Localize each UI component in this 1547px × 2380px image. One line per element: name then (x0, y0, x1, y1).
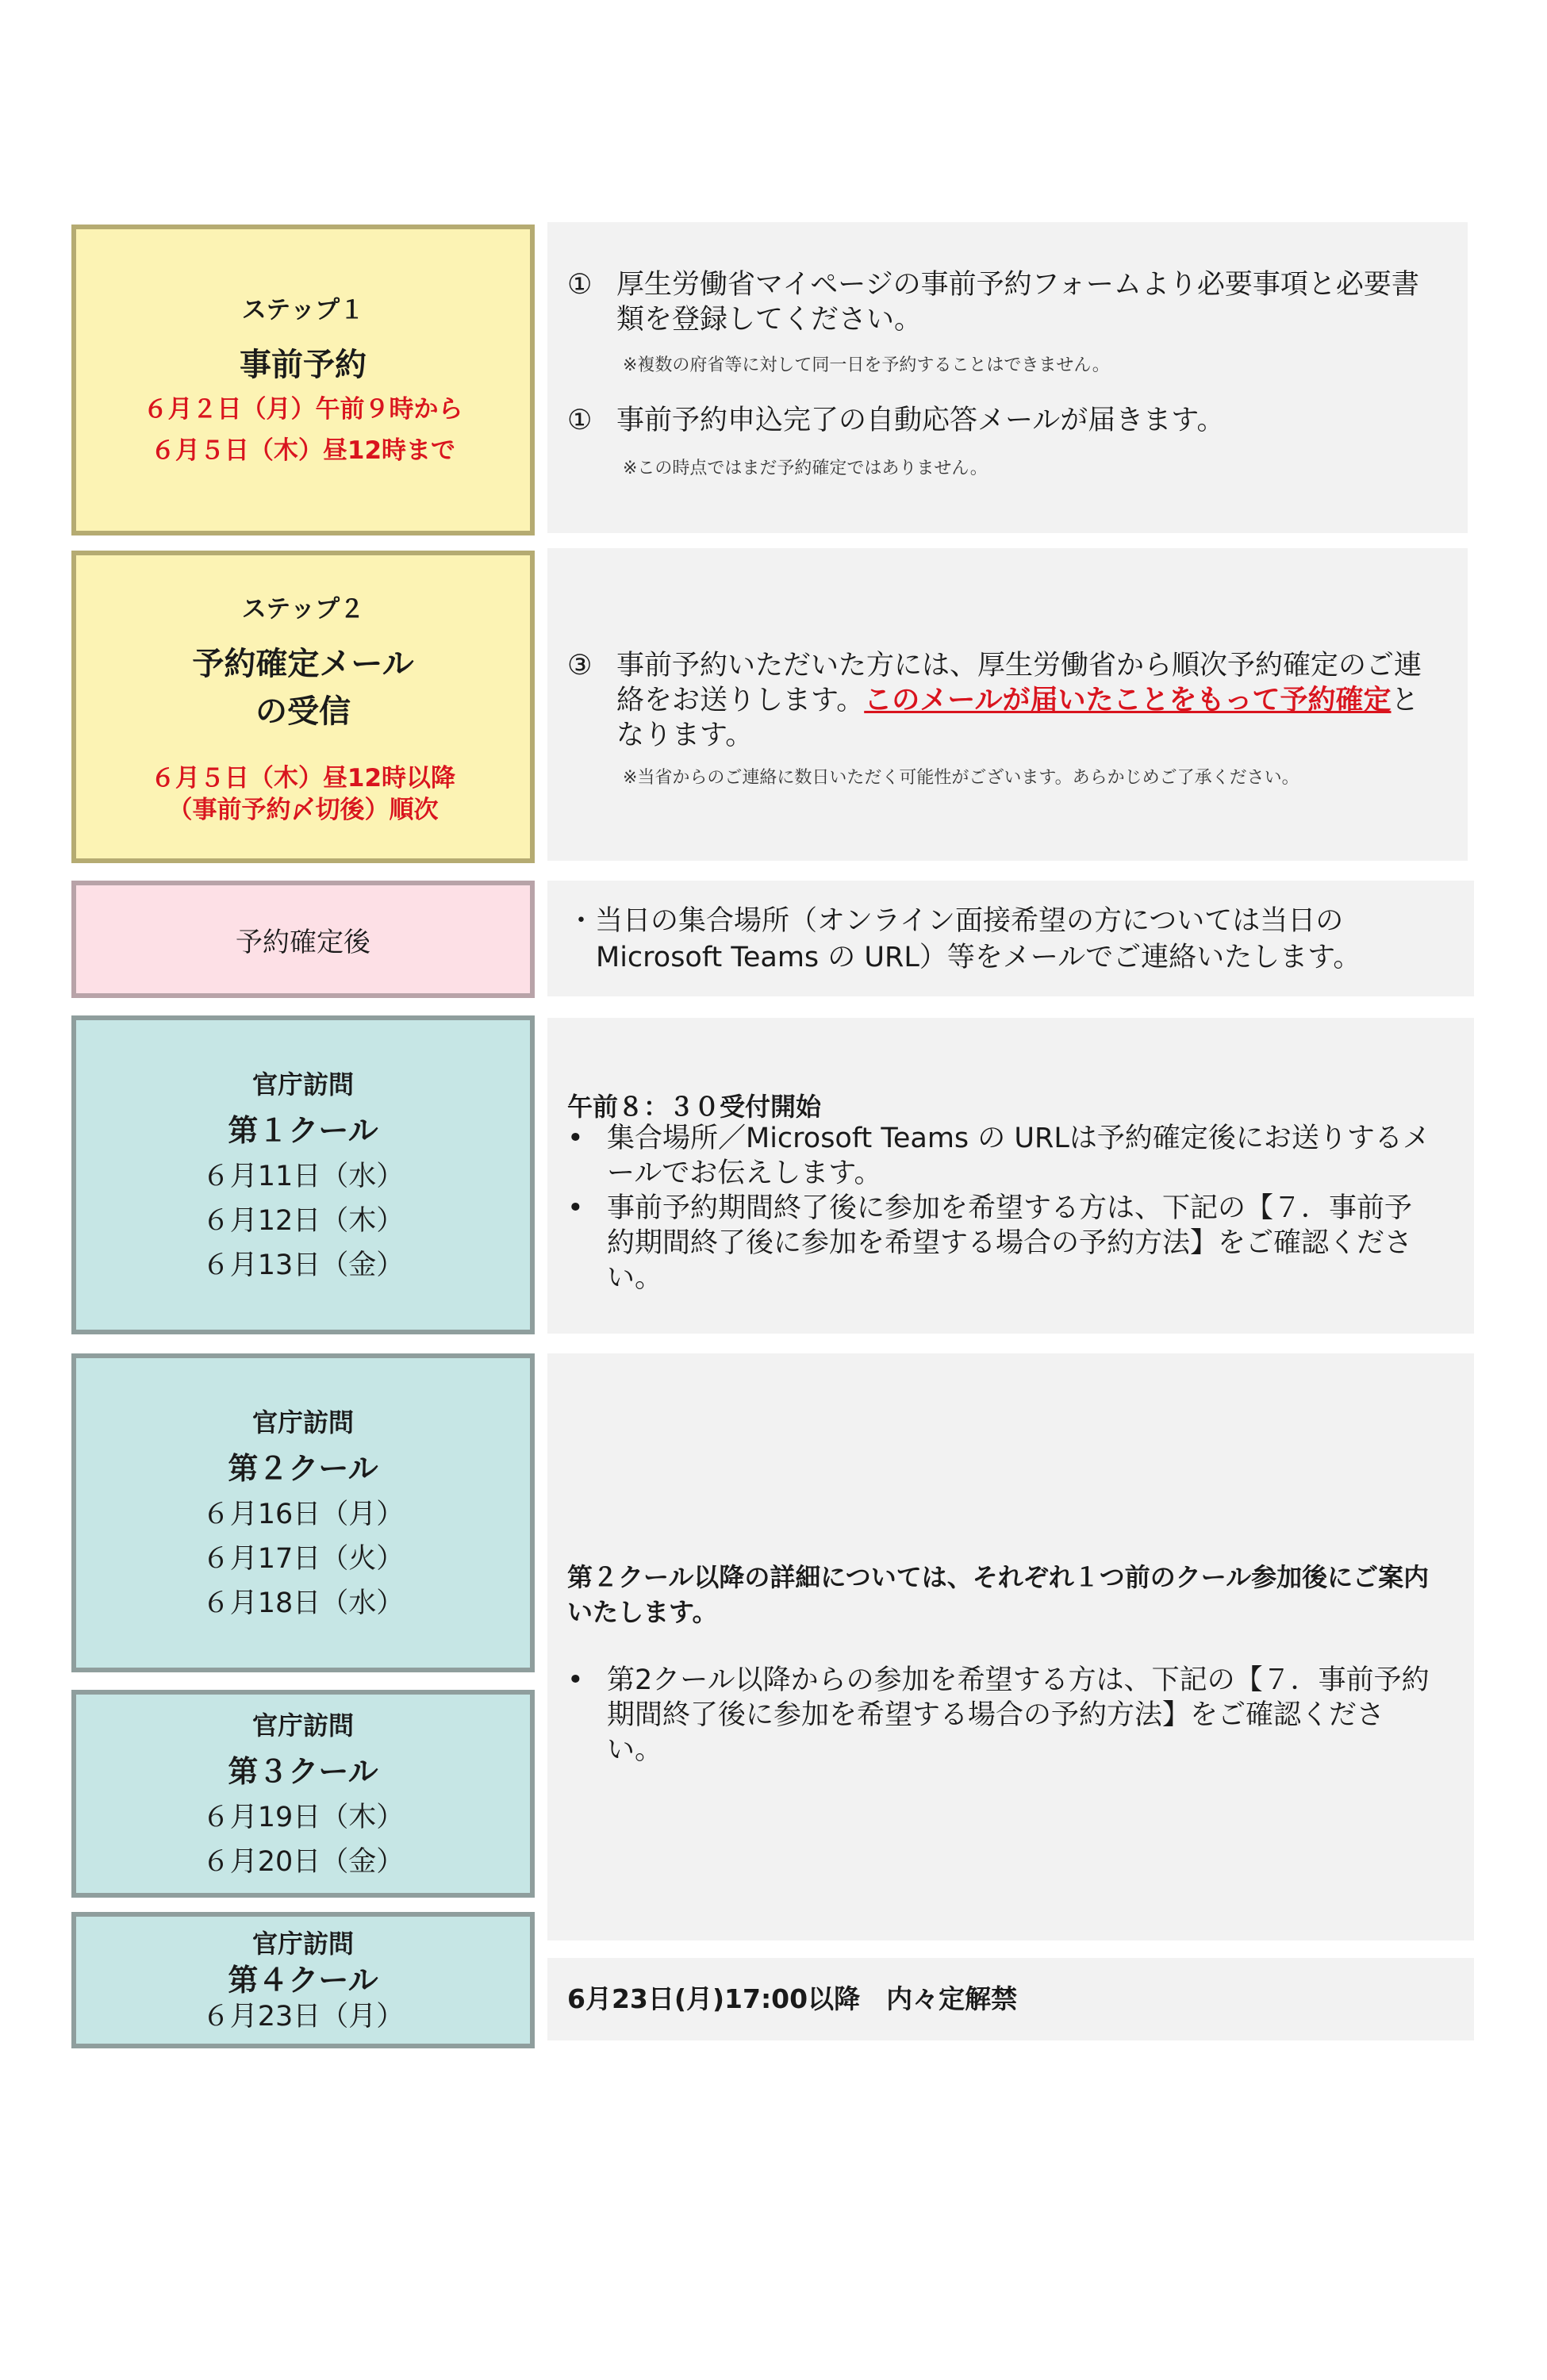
step1-item-1-text: 厚生労働省マイページの事前予約フォームより必要事項と必要書類を登録してください。 (616, 269, 1419, 336)
step2-item-text-before: 事前予約いただいた方には、厚生労働省から順次予約確定のご連絡をお送りします。 (616, 650, 1422, 716)
step2-detail (547, 548, 1468, 861)
step2-panel (71, 551, 535, 863)
step2-label: ステップ２ (241, 594, 365, 624)
cool3-title: 第３クール (228, 1754, 378, 1789)
step2-period-note: （事前予約〆切後）順次 (167, 795, 439, 824)
step2-title-line1: 予約確定メール (192, 645, 414, 682)
cool1-bullet-2 (567, 1191, 1432, 1296)
cool-after-detail (547, 1353, 1474, 1940)
step1-panel (71, 225, 535, 536)
circled-number-icon: ① (567, 405, 593, 436)
cool-after-heading: 第２クール以降の詳細については、それぞれ１つ前のクール参加後にご案内いたします。 (567, 1562, 1430, 1627)
step2-period-start: ６月５日（木）昼12時以降 (150, 763, 456, 793)
step1-detail (547, 222, 1468, 533)
cool1-bullet-1 (567, 1121, 1432, 1191)
step1-item-1 (567, 267, 1432, 337)
cool3-date-2: ６月20日（金） (202, 1846, 405, 1878)
cool1-panel (71, 1015, 535, 1334)
after-confirm-label: 予約確定後 (236, 926, 370, 958)
bullet-icon: • (567, 1123, 584, 1154)
cool2-title: 第２クール (228, 1451, 378, 1486)
cool1-date-1: ６月11日（水） (202, 1161, 405, 1192)
step1-item-2 (567, 403, 1432, 438)
step2-item (567, 648, 1432, 753)
step1-label: ステップ１ (241, 295, 365, 324)
cool3-date-1: ６月19日（木） (202, 1802, 405, 1833)
after-confirm-panel (71, 881, 535, 998)
step2-item-text (616, 648, 1432, 753)
cool4-label: 官庁訪問 (251, 1929, 354, 1959)
cool1-bullet-1-text: 集合場所／Microsoft Teams の URLは予約確定後にお送りするメールでお伝えします。 (607, 1123, 1430, 1189)
cool1-detail (547, 1018, 1474, 1334)
bullet-icon: • (567, 1192, 584, 1224)
cool-after-bullet (567, 1663, 1432, 1768)
cool2-panel (71, 1353, 535, 1672)
step2-title-line2: の受信 (255, 693, 351, 730)
cool4-panel (71, 1912, 535, 2048)
step2-note: ※当省からのご連絡に数日いただく可能性がございます。あらかじめご了承ください。 (623, 768, 1299, 788)
cool2-label: 官庁訪問 (251, 1407, 354, 1438)
circled-number-icon: ③ (567, 650, 593, 681)
cool1-date-3: ６月13日（金） (202, 1250, 405, 1281)
step1-period-start: ６月２日（月）午前９時から (143, 394, 463, 424)
circled-number-icon: ① (567, 269, 593, 301)
release-detail (547, 1958, 1474, 2040)
cool1-title: 第１クール (228, 1113, 378, 1148)
cool3-label: 官庁訪問 (251, 1710, 354, 1741)
cool1-heading: 午前８：３０受付開始 (567, 1092, 822, 1122)
cool1-label: 官庁訪問 (251, 1069, 354, 1100)
cool2-date-2: ６月17日（火） (202, 1543, 405, 1575)
step1-note-2: ※この時点ではまだ予約確定ではありません。 (623, 459, 988, 478)
cool-after-bullet-text: 第2クール以降からの参加を希望する方は、下記の【７．事前予約期間終了後に参加を希望する場合の予約方法】をご確認ください。 (607, 1664, 1430, 1766)
after-confirm-text: ・当日の集合場所（オンライン面接希望の方については当日のMicrosoft Teams の URL）等をメールでご連絡いたします。 (567, 905, 1361, 973)
cool1-date-2: ６月12日（木） (202, 1205, 405, 1237)
step1-title: 事前予約 (240, 346, 367, 383)
release-text: 6月23日(月)17:00以降 内々定解禁 (567, 1983, 1018, 2014)
cool2-date-3: ６月18日（水） (202, 1587, 405, 1619)
step1-item-2-text: 事前予約申込完了の自動応答メールが届きます。 (616, 405, 1225, 436)
cool3-panel (71, 1690, 535, 1898)
after-confirm-detail (547, 881, 1474, 996)
cool4-title: 第４クール (228, 1963, 378, 1998)
cool2-date-1: ６月16日（月） (202, 1499, 405, 1530)
cool1-bullet-2-text: 事前予約期間終了後に参加を希望する方は、下記の【７．事前予約期間終了後に参加を希望する場合の予約方法】をご確認ください。 (607, 1192, 1413, 1294)
cool4-date-1: ６月23日（月） (202, 2001, 405, 2033)
step1-period-end: ６月５日（木）昼12時まで (150, 436, 456, 465)
step2-item-text-after: となります。 (616, 685, 1419, 751)
step1-note-1: ※複数の府省等に対して同一日を予約することはできません。 (623, 355, 1110, 375)
bullet-icon: • (567, 1664, 584, 1696)
step2-item-emphasis: このメールが届いたことをもって予約確定 (864, 685, 1392, 716)
